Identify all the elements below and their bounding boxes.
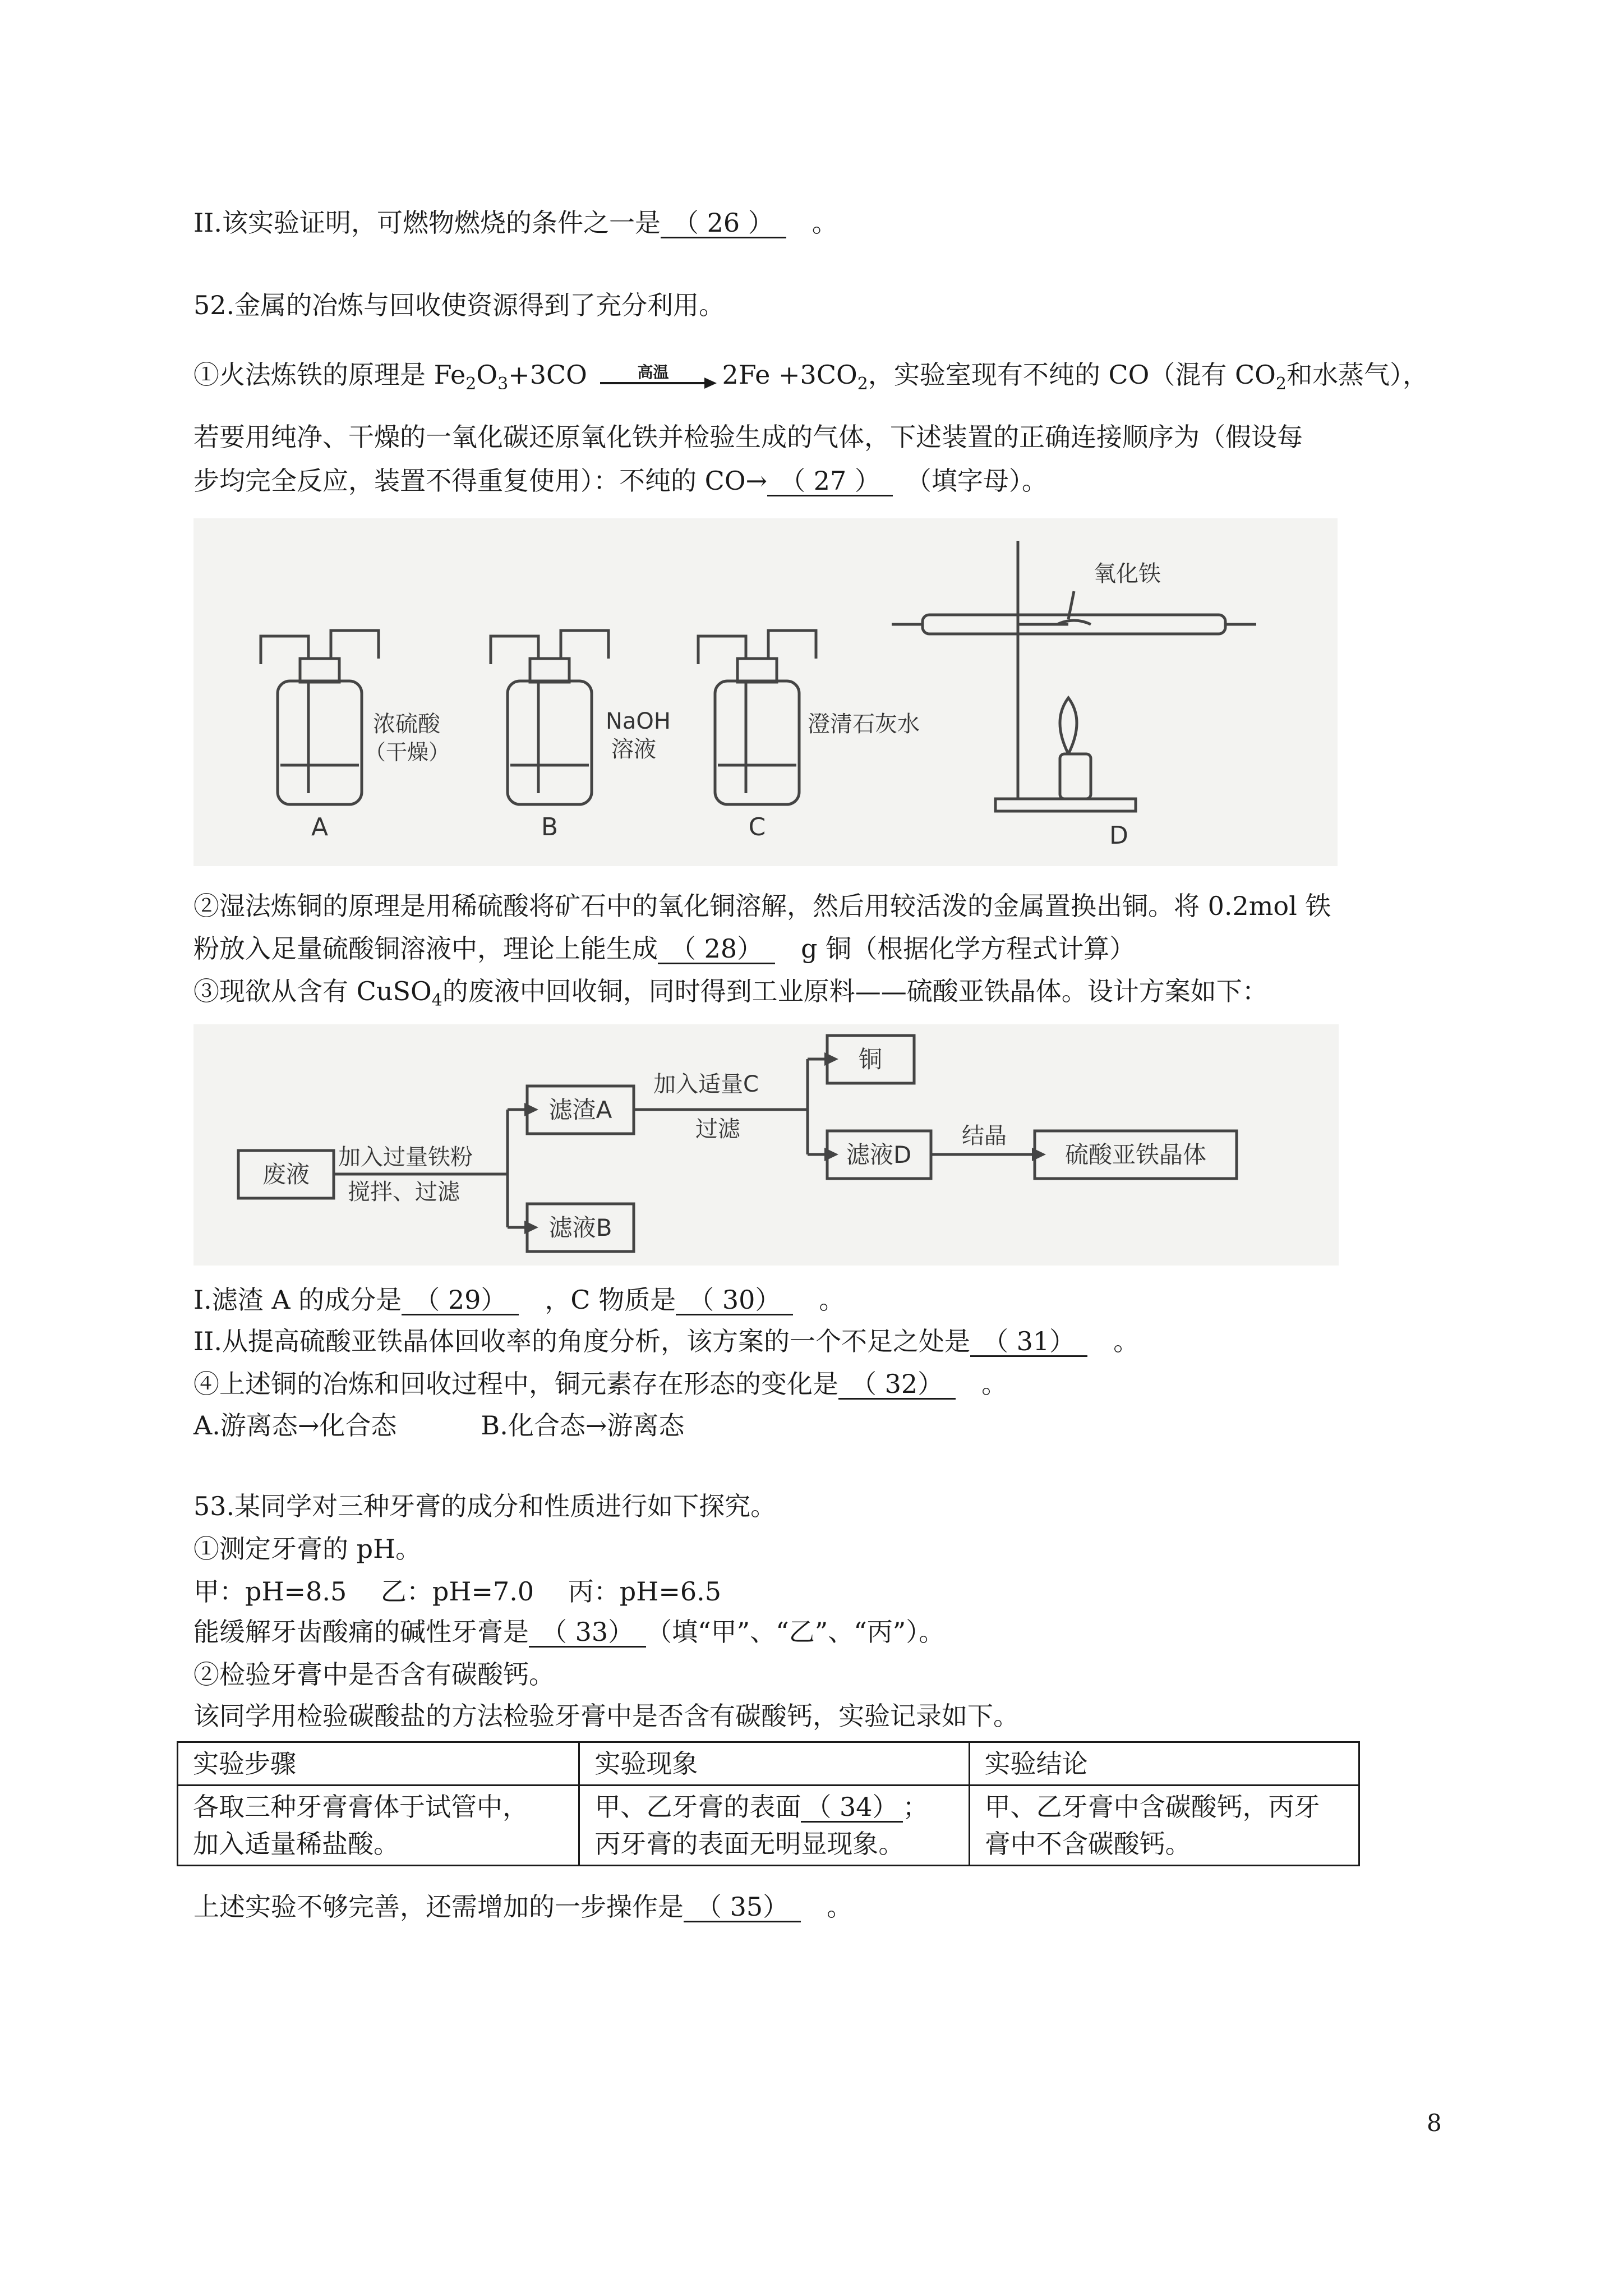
q53-ph-values: 甲：pH=8.5 乙：pH=7.0 丙：pH=6.5 <box>193 1576 722 1607</box>
apparatus-b-reagent: NaOH <box>606 708 671 734</box>
answer-blank-29[interactable]: （ 29） <box>402 1286 519 1315</box>
line-text: （填“甲”、“乙”、“丙”）。 <box>646 1617 945 1647</box>
cell-line: 加入适量稀盐酸。 <box>193 1829 399 1859</box>
cell-line: 丙牙膏的表面无明显现象。 <box>594 1829 905 1859</box>
answer-blank-27[interactable]: （ 27 ） <box>767 467 893 496</box>
apparatus-diagram <box>193 518 1338 866</box>
q51-part2-text: II.该实验证明，可燃物燃烧的条件之一是 <box>193 208 661 238</box>
q53-title: 53.某同学对三种牙膏的成分和性质进行如下探究。 <box>193 1491 777 1521</box>
flow-crystallize-label: 结晶 <box>962 1123 1007 1149</box>
flow-step1-bottom: 搅拌、过滤 <box>348 1179 460 1205</box>
line-text: g 铜（根据化学方程式计算） <box>801 933 1136 964</box>
answer-blank-26[interactable]: （ 26 ） <box>661 209 786 238</box>
apparatus-d-label: D <box>1109 821 1128 850</box>
line-text: 上述实验不够完善，还需增加的一步操作是 <box>193 1892 684 1922</box>
subscript: 2 <box>1275 374 1287 394</box>
bottle-a <box>261 631 379 804</box>
q52-options <box>193 1408 684 1443</box>
table-header-row <box>178 1742 1359 1786</box>
table-header-cell: 实验步骤 <box>178 1742 579 1786</box>
flow-product-label: 硫酸亚铁晶体 <box>1064 1141 1207 1168</box>
line-text: 的废液中回收铜，同时得到工业原料——硫酸亚铁晶体。设计方案如下： <box>442 976 1268 1006</box>
q52-subq-I <box>193 1282 845 1317</box>
equation-text: O <box>476 360 498 390</box>
line-text: 能缓解牙齿酸痛的碱性牙膏是 <box>193 1617 529 1647</box>
recovery-flowchart <box>193 1024 1339 1266</box>
flow-residue-a-label: 滤渣A <box>548 1096 612 1124</box>
apparatus-a-reagent-note: （干燥） <box>365 740 450 765</box>
apparatus-a-label: A <box>311 813 329 841</box>
punctuation: 。 <box>811 208 838 238</box>
arrow-head-icon <box>704 378 717 389</box>
reaction-condition: 高温 <box>637 363 669 381</box>
flow-filtrate-d-label: 滤液D <box>846 1141 912 1168</box>
arrow-shaft <box>600 382 707 384</box>
q52-part3-line <box>193 974 1268 1009</box>
table-row <box>178 1786 1359 1866</box>
q52-part2-line2 <box>193 931 1135 966</box>
table-header-cell: 实验结论 <box>969 1742 1359 1786</box>
equation-lead: ①火法炼铁的原理是 Fe <box>193 360 466 390</box>
cell-line <box>594 1788 953 1825</box>
subscript: 2 <box>465 374 477 394</box>
answer-blank-30[interactable]: （ 30） <box>676 1286 793 1315</box>
equation-text: +3CO <box>508 360 587 390</box>
subscript: 4 <box>431 991 442 1011</box>
line-text: 。 <box>981 1369 1008 1399</box>
flow-step2-top: 加入适量C <box>653 1071 759 1097</box>
apparatus-a-reagent: 浓硫酸 <box>373 711 440 737</box>
cell-line: 甲、乙牙膏中含碳酸钙，丙牙 <box>984 1792 1320 1822</box>
page-number: 8 <box>1427 2109 1442 2137</box>
flowchart-figure <box>193 1024 1339 1266</box>
line-text: ③现欲从含有 CuSO <box>193 976 432 1006</box>
answer-blank-28[interactable]: （ 28） <box>658 935 775 964</box>
answer-blank-35[interactable]: （ 35） <box>684 1893 801 1922</box>
q53-intro: 该同学用检验碳酸盐的方法检验牙膏中是否含有碳酸钙，实验记录如下。 <box>193 1701 1019 1731</box>
flow-copper-label: 铜 <box>858 1046 883 1073</box>
line-text: 甲、乙牙膏的表面 <box>594 1792 801 1822</box>
q52-part1-line1 <box>193 357 1428 392</box>
q52-part2-line1: ②湿法炼铜的原理是用稀硫酸将矿石中的氧化铜溶解，然后用较活泼的金属置换出铜。将 0.2mol 铁 <box>193 891 1331 921</box>
line-text: ，C 物质是 <box>545 1285 676 1315</box>
q52-part1-line2: 若要用纯净、干燥的一氧化碳还原氧化铁并检验生成的气体，下述装置的正确连接顺序为（假设每 <box>193 422 1303 452</box>
q52-subq-II <box>193 1324 1139 1359</box>
table-cell-step <box>178 1786 579 1866</box>
experiment-table <box>177 1741 1360 1866</box>
line-text: ④上述铜的冶炼和回收过程中，铜元素存在形态的变化是 <box>193 1369 838 1399</box>
apparatus-c-label: C <box>748 813 766 841</box>
flow-step1-top: 加入过量铁粉 <box>338 1144 473 1170</box>
equation-text: 和水蒸气）， <box>1286 360 1428 390</box>
subscript: 2 <box>857 374 868 394</box>
q53-q33-line <box>193 1614 944 1649</box>
line-text: 。 <box>1113 1326 1140 1356</box>
line-text: II.从提高硫酸亚铁晶体回收率的角度分析，该方案的一个不足之处是 <box>193 1326 970 1356</box>
line-text: 步均完全反应，装置不得重复使用）：不纯的 CO→ <box>193 466 768 496</box>
apparatus-d-reagent: 氧化铁 <box>1094 561 1161 587</box>
apparatus-b-label: B <box>541 813 559 841</box>
bottle-c <box>698 631 816 804</box>
flow-waste-label: 废液 <box>262 1161 310 1188</box>
apparatus-figure <box>193 518 1338 866</box>
option-b[interactable]: B.化合态→游离态 <box>481 1410 685 1441</box>
subscript: 3 <box>497 374 509 394</box>
q52-title: 52.金属的冶炼与回收使资源得到了充分利用。 <box>193 290 725 320</box>
q53-part1: ①测定牙膏的 pH。 <box>193 1534 422 1564</box>
line-text: 粉放入足量硫酸铜溶液中，理论上能生成 <box>193 933 658 964</box>
q52-part1-line3 <box>193 463 1048 498</box>
line-text: 。 <box>819 1285 845 1315</box>
line-text: ； <box>902 1792 929 1822</box>
answer-blank-32[interactable]: （ 32） <box>838 1370 956 1400</box>
table-cell-observation <box>579 1786 969 1866</box>
apparatus-c-reagent: 澄清石灰水 <box>808 711 920 737</box>
line-text: I.滤渣 A 的成分是 <box>193 1285 402 1315</box>
q52-part4-line <box>193 1366 1007 1401</box>
table-header-cell: 实验现象 <box>579 1742 969 1786</box>
answer-blank-33[interactable]: （ 33） <box>529 1618 646 1648</box>
line-text: （填字母）。 <box>918 466 1048 496</box>
option-a[interactable]: A.游离态→化合态 <box>193 1410 397 1441</box>
equation-products: 2Fe +3CO <box>722 360 857 390</box>
q53-q35-line <box>193 1889 852 1924</box>
answer-blank-31[interactable]: （ 31） <box>970 1327 1087 1357</box>
flow-filtrate-b-label: 滤液B <box>548 1214 612 1241</box>
q53-part2: ②检验牙膏中是否含有碳酸钙。 <box>193 1659 555 1690</box>
reaction-arrow <box>600 363 718 391</box>
apparatus-b-reagent-2: 溶液 <box>611 737 656 762</box>
line-text: 。 <box>827 1892 853 1922</box>
equation-text: ，实验室现有不纯的 CO（混有 CO <box>868 360 1276 390</box>
cell-line: 各取三种牙膏膏体于试管中， <box>193 1792 528 1822</box>
bottle-b <box>491 631 608 804</box>
cell-line: 膏中不含碳酸钙。 <box>984 1829 1191 1859</box>
flow-step2-bottom: 过滤 <box>695 1116 740 1142</box>
q51-part2-line <box>193 205 838 240</box>
table-cell-conclusion <box>969 1786 1359 1866</box>
answer-blank-34[interactable]: （ 34） <box>801 1793 902 1823</box>
apparatus-d <box>892 541 1256 811</box>
